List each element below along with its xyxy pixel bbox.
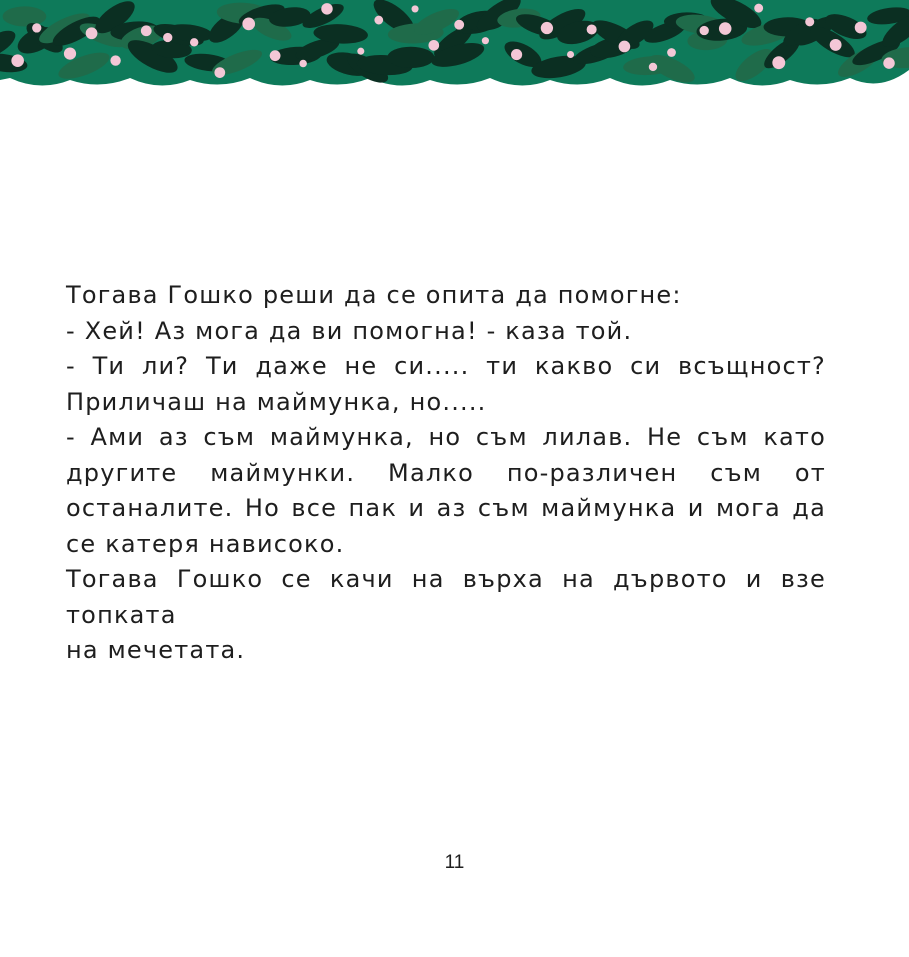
story-line: - Хей! Аз мога да ви помогна! - каза той.	[66, 316, 633, 345]
page-number: 11	[444, 852, 465, 873]
story-line: - Ами аз съм маймунка, но съм лилав. Не съм като	[66, 423, 826, 451]
story-text	[66, 278, 826, 669]
story-line: Приличаш на маймунка, но.....	[66, 387, 487, 416]
story-line: останалите. Но все пак и аз съм маймунка и мога да	[66, 494, 826, 522]
story-line: - Ти ли? Ти даже не си..... ти какво си всъщност?	[66, 352, 826, 380]
leaf-garland-icon	[0, 0, 909, 92]
story-line: Тогава Гошко се качи на върха на дървото и взе топката	[66, 565, 826, 629]
story-line: се катеря нависоко.	[66, 529, 345, 558]
story-line: другите маймунки. Малко по-различен съм от	[66, 458, 826, 487]
story-line: на мечетата.	[66, 636, 246, 664]
story-line: Тогава Гошко реши да се опита да помогне:	[66, 281, 682, 309]
